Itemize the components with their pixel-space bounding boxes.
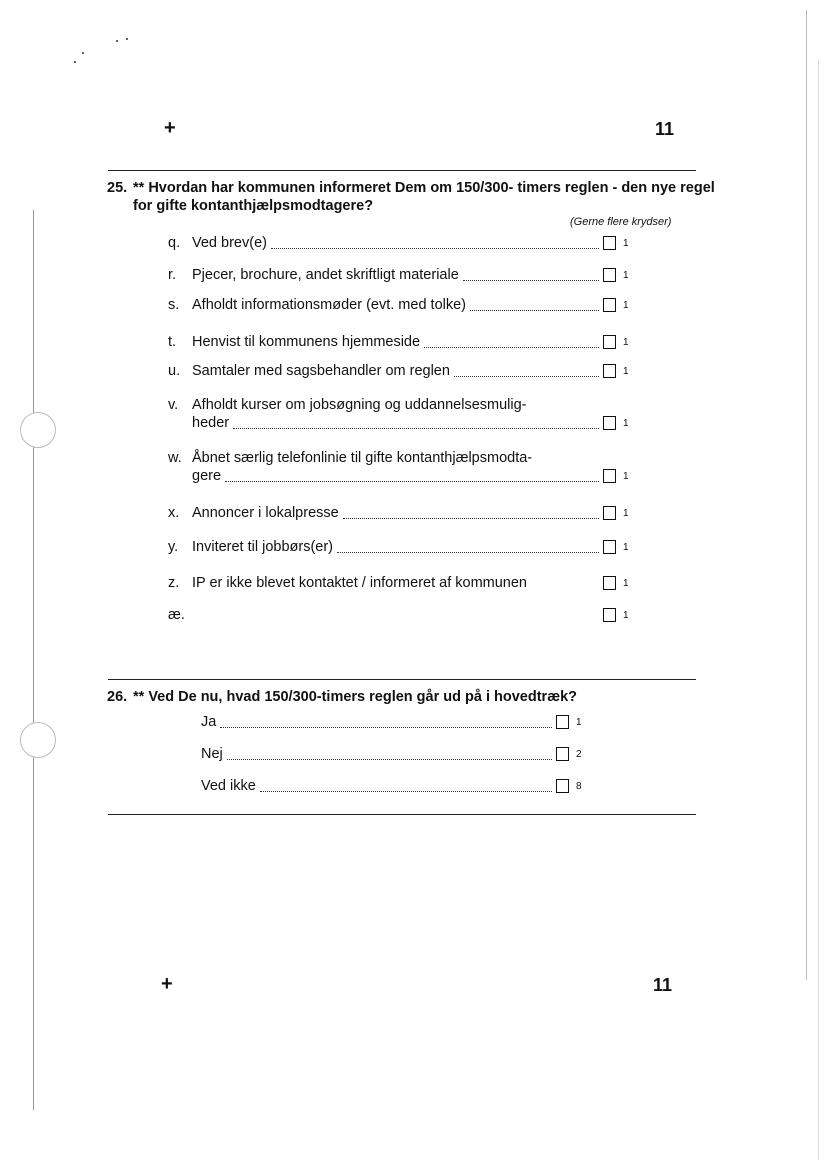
answer-code: 1 xyxy=(623,578,629,589)
scan-edge-left xyxy=(33,210,34,1110)
instruction-note: (Gerne flere krydser) xyxy=(570,216,672,228)
answer-checkbox[interactable] xyxy=(603,416,616,430)
dot-leader xyxy=(220,727,552,728)
option-letter: y. xyxy=(168,539,179,555)
page-number-top: 11 xyxy=(655,119,675,139)
option-label: Åbnet særlig telefonlinie til gifte kontanthjælpsmodta- xyxy=(192,450,533,466)
answer-checkbox[interactable] xyxy=(603,268,616,282)
option-letter: t. xyxy=(168,334,177,350)
answer-checkbox[interactable] xyxy=(556,779,569,793)
answer-code: 1 xyxy=(623,238,629,249)
scan-speck xyxy=(116,40,118,42)
option-letter: x. xyxy=(168,505,180,521)
answer-checkbox[interactable] xyxy=(603,236,616,250)
answer-code: 1 xyxy=(623,337,629,348)
registration-mark-bottom: + xyxy=(161,973,173,995)
answer-checkbox[interactable] xyxy=(603,608,616,622)
answer-code: 2 xyxy=(576,749,582,760)
question-number: 26. xyxy=(107,689,128,705)
scan-speck xyxy=(126,38,128,40)
option-label: Ved ikke xyxy=(201,778,256,794)
option-label: Pjecer, brochure, andet skriftligt materiale xyxy=(192,267,459,283)
option-letter: s. xyxy=(168,297,180,313)
option-letter: v. xyxy=(168,397,179,413)
answer-checkbox[interactable] xyxy=(603,298,616,312)
option-letter: æ. xyxy=(168,607,185,623)
option-letter: r. xyxy=(168,267,177,283)
answer-code: 1 xyxy=(623,300,629,311)
answer-checkbox[interactable] xyxy=(556,747,569,761)
option-letter: w. xyxy=(168,450,182,466)
dot-leader xyxy=(271,248,599,249)
divider-middle xyxy=(108,679,696,680)
question-title-line: ** Ved De nu, hvad 150/300-timers reglen går ud på i hovedtræk? xyxy=(133,689,578,705)
scan-edge-right xyxy=(806,10,807,980)
dot-leader xyxy=(233,428,599,429)
option-label: Henvist til kommunens hjemmeside xyxy=(192,334,421,350)
divider-top xyxy=(108,170,696,171)
option-label: Afholdt informationsmøder (evt. med tolke) xyxy=(192,297,466,313)
option-label: Samtaler med sagsbehandler om reglen xyxy=(192,363,450,379)
answer-code: 1 xyxy=(623,418,629,429)
punch-hole-upper xyxy=(20,412,56,448)
answer-checkbox[interactable] xyxy=(556,715,569,729)
scan-speck xyxy=(74,61,76,63)
dot-leader xyxy=(424,347,599,348)
option-label: IP er ikke blevet kontaktet / informeret af kommunen xyxy=(192,575,528,591)
punch-hole-lower xyxy=(20,722,56,758)
answer-checkbox[interactable] xyxy=(603,335,616,349)
dot-leader xyxy=(337,552,599,553)
answer-code: 1 xyxy=(623,270,629,281)
question-title-line: ** Hvordan har kommunen informeret Dem om 150/300- timers reglen - den nye regel xyxy=(133,180,715,196)
answer-code: 1 xyxy=(576,717,582,728)
dot-leader xyxy=(227,759,552,760)
answer-checkbox[interactable] xyxy=(603,469,616,483)
option-letter: u. xyxy=(168,363,181,379)
dot-leader xyxy=(454,376,599,377)
registration-mark-top: + xyxy=(164,117,176,139)
answer-code: 1 xyxy=(623,610,629,621)
dot-leader xyxy=(463,280,599,281)
option-label: Annoncer i lokalpresse xyxy=(192,505,339,521)
dot-leader xyxy=(260,791,552,792)
option-label: Ved brev(e) xyxy=(192,235,267,251)
answer-code: 1 xyxy=(623,471,629,482)
dot-leader xyxy=(343,518,599,519)
option-label: Ja xyxy=(201,714,217,730)
question-26-title xyxy=(107,688,807,706)
option-label: Inviteret til jobbørs(er) xyxy=(192,539,334,555)
scan-edge-far-right xyxy=(818,60,819,1160)
dot-leader xyxy=(225,481,599,482)
answer-code: 1 xyxy=(623,366,629,377)
answer-code: 1 xyxy=(623,508,629,519)
page-number-bottom: 11 xyxy=(653,975,673,995)
dot-leader xyxy=(470,310,599,311)
option-letter: q. xyxy=(168,235,181,251)
question-title-line: for gifte kontanthjælpsmodtagere? xyxy=(133,198,374,214)
answer-checkbox[interactable] xyxy=(603,506,616,520)
answer-checkbox[interactable] xyxy=(603,540,616,554)
answer-checkbox[interactable] xyxy=(603,576,616,590)
answer-code: 1 xyxy=(623,542,629,553)
option-label: Nej xyxy=(201,746,223,762)
answer-checkbox[interactable] xyxy=(603,364,616,378)
option-label: Afholdt kurser om jobsøgning og uddannelsesmulig- xyxy=(192,397,527,413)
question-number: 25. xyxy=(107,180,128,196)
answer-code: 8 xyxy=(576,781,582,792)
scan-speck xyxy=(82,52,84,54)
option-letter: z. xyxy=(168,575,180,591)
option-label: heder xyxy=(192,415,230,431)
divider-bottom xyxy=(108,814,696,815)
option-label: gere xyxy=(192,468,222,484)
question-25-title xyxy=(107,179,807,215)
